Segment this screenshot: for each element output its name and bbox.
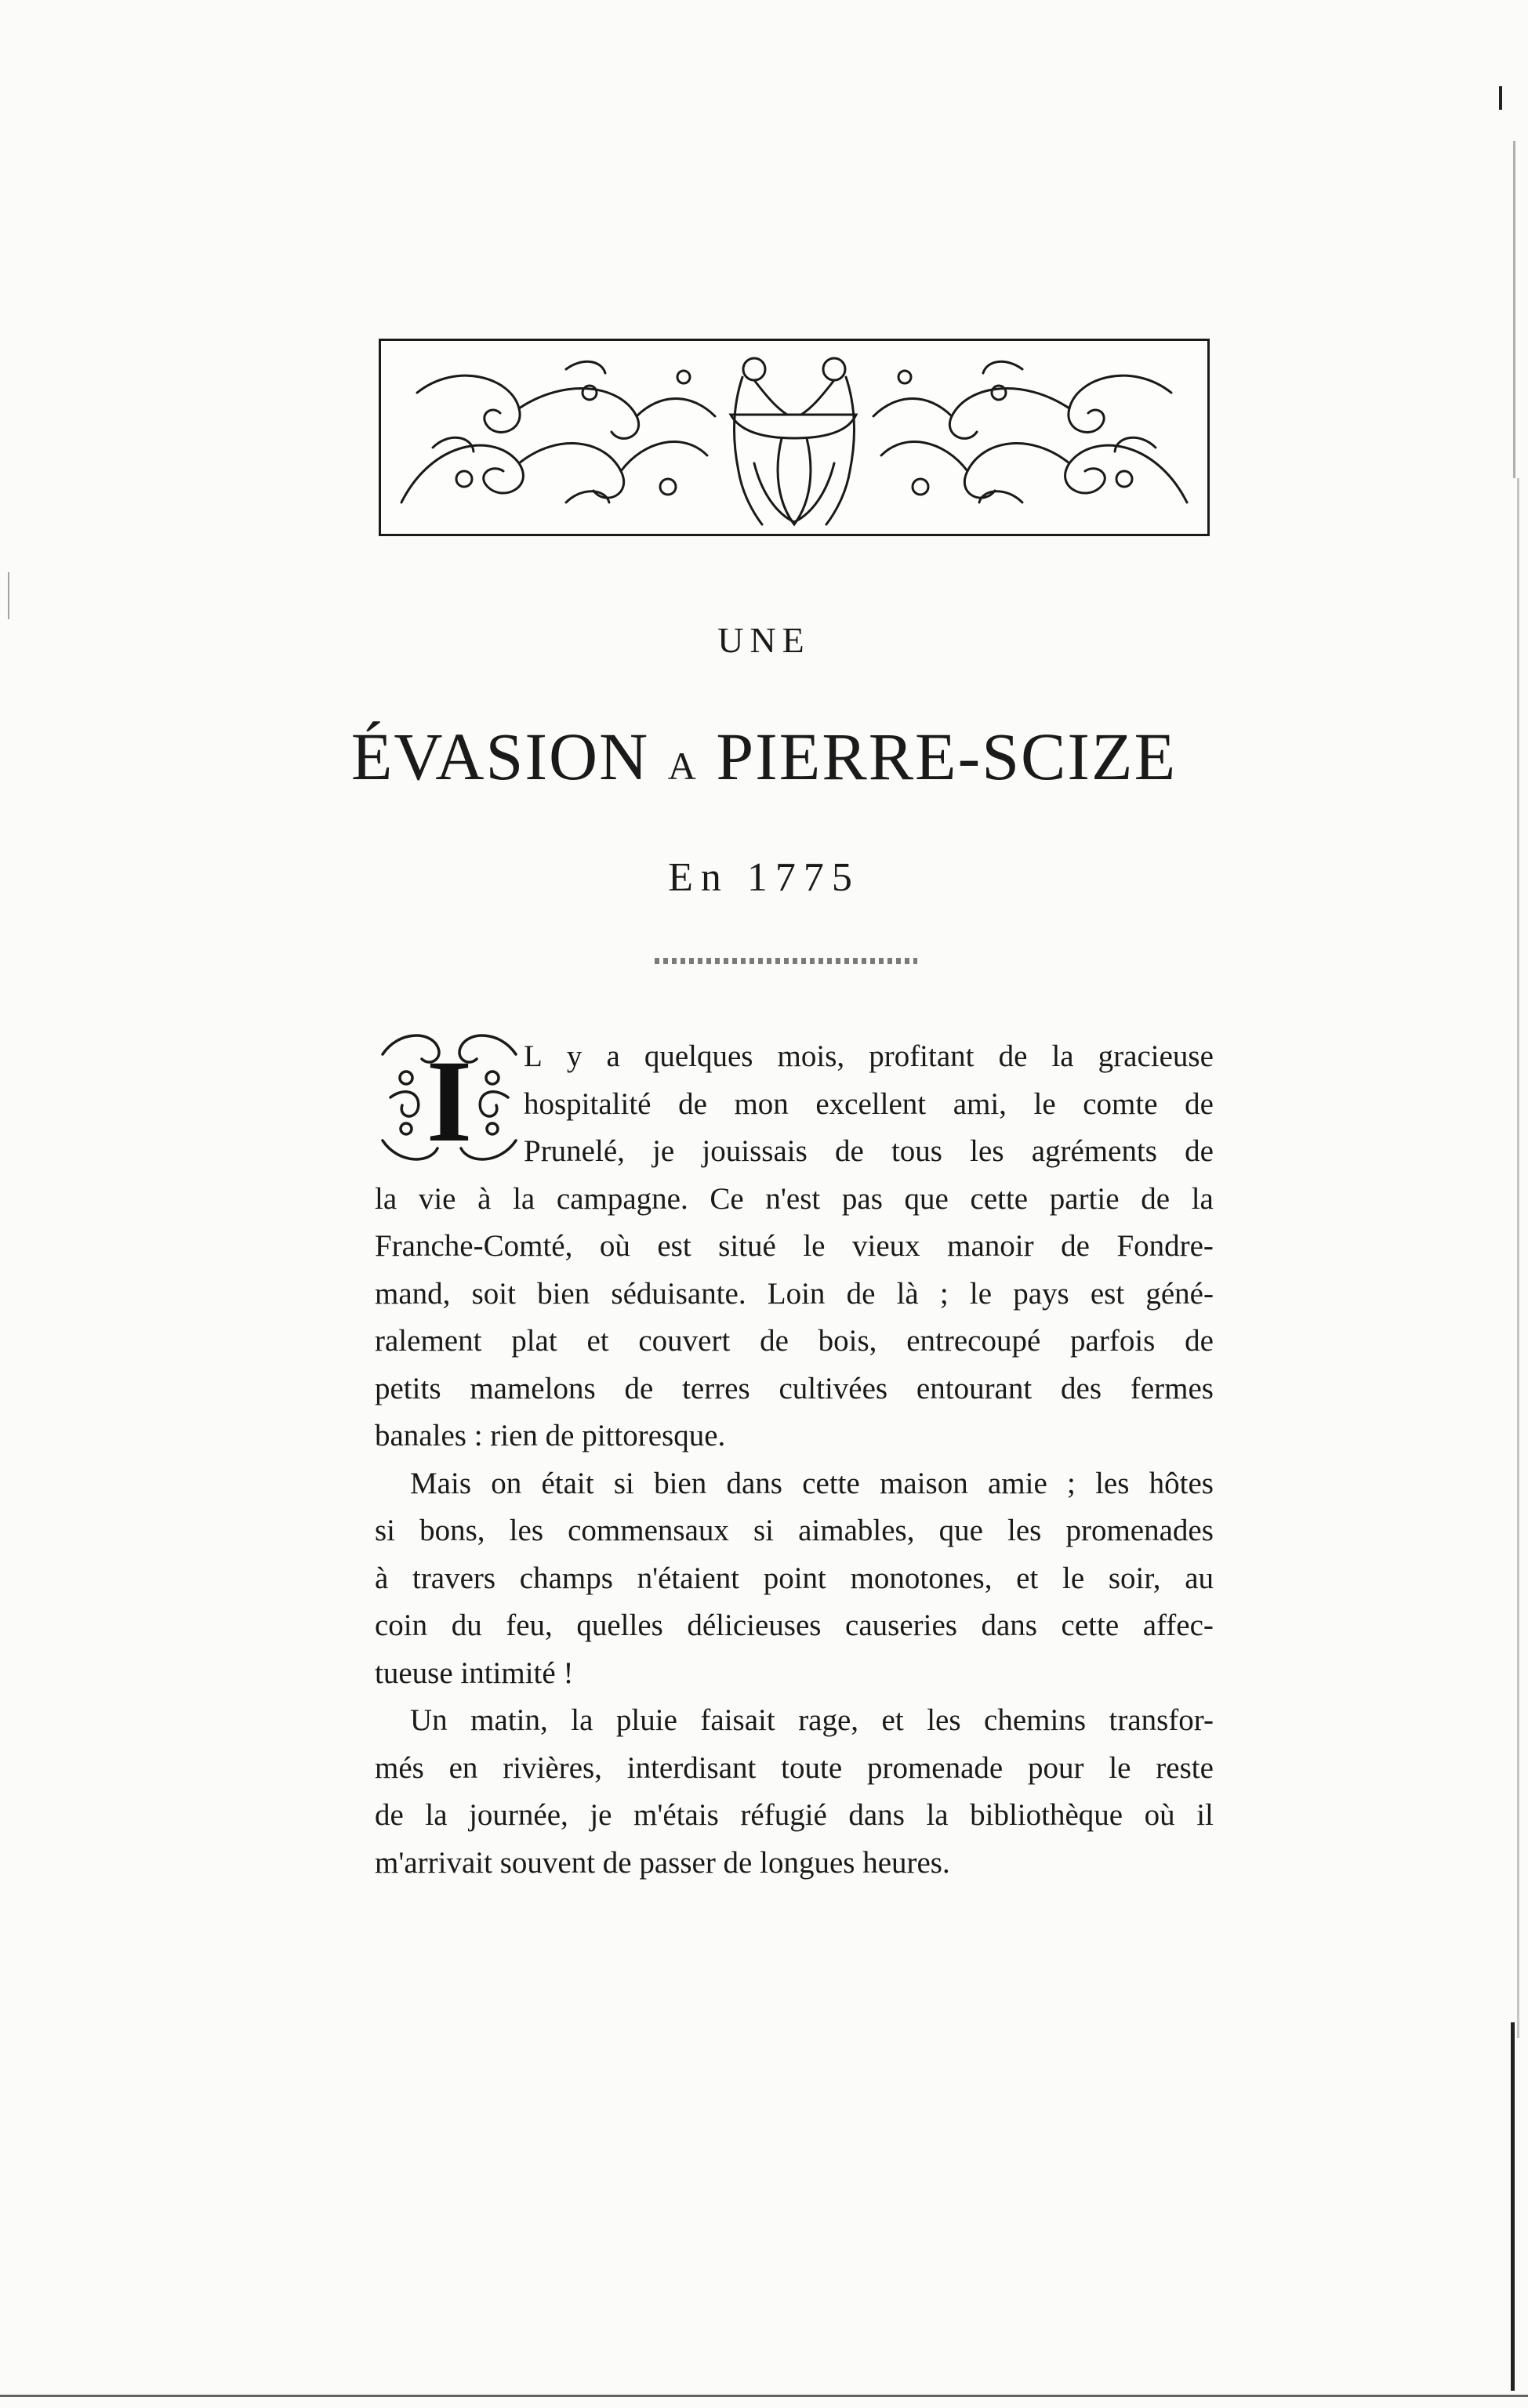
word: pour (1028, 1750, 1084, 1785)
word: en (448, 1750, 478, 1785)
word: journée, (469, 1798, 568, 1832)
word: délicieuses (687, 1608, 822, 1642)
word: Ce (710, 1181, 744, 1216)
word: partie (1049, 1181, 1120, 1216)
title-small-word: A (667, 744, 698, 788)
word: ami, (953, 1086, 1007, 1121)
word: tous (891, 1134, 942, 1168)
scan-edge-mark (1517, 478, 1519, 2038)
word: de (1185, 1086, 1214, 1121)
word: le (1033, 1086, 1056, 1121)
word: vieux (852, 1229, 920, 1263)
text-line: m'arrivait souvent de passer de longues heures. (375, 1845, 950, 1880)
word: si (753, 1514, 775, 1547)
word: la (425, 1798, 448, 1832)
word: Mais (410, 1466, 471, 1500)
word: la (1191, 1181, 1214, 1216)
word: soir, (1108, 1561, 1161, 1595)
word: de (1185, 1134, 1214, 1168)
word: pays (1013, 1276, 1069, 1311)
word: excellent (815, 1086, 927, 1121)
word: maison (880, 1466, 968, 1500)
word: feu, (506, 1608, 553, 1642)
word: de (1061, 1229, 1090, 1263)
text-line (375, 1365, 1214, 1413)
word: où (1144, 1798, 1175, 1832)
word: de (1141, 1181, 1170, 1216)
decorative-rule (655, 958, 917, 964)
text-line (375, 1033, 1214, 1081)
word: les (509, 1514, 543, 1547)
text-line: tueuse intimité ! (375, 1656, 574, 1690)
word: et (586, 1324, 609, 1358)
word: ; (1067, 1466, 1076, 1500)
word: fermes (1130, 1371, 1214, 1405)
word: transfor- (1109, 1703, 1214, 1737)
word: cette (802, 1466, 860, 1500)
word: champs (519, 1561, 613, 1595)
word: la (926, 1798, 949, 1832)
word: monotones, (850, 1561, 993, 1595)
word: Franche-Comté, (375, 1229, 573, 1263)
word: dans (726, 1466, 782, 1500)
word: point (763, 1561, 826, 1595)
word: plat (511, 1324, 557, 1358)
word: hôtes (1149, 1466, 1214, 1500)
text-line (375, 1555, 1214, 1603)
title-part-1: ÉVASION (350, 719, 650, 794)
word: le (803, 1229, 826, 1263)
word: m'étais (633, 1798, 719, 1832)
word: de (846, 1276, 876, 1311)
word: vie (418, 1181, 456, 1216)
word: mamelons (470, 1371, 596, 1405)
scan-edge-mark (8, 572, 9, 619)
word: de (1185, 1324, 1214, 1358)
word: la (513, 1181, 535, 1216)
word: faisait (700, 1703, 775, 1737)
word: dans (981, 1608, 1037, 1642)
word: mois, (777, 1039, 845, 1073)
word: si (613, 1466, 634, 1500)
word: affec- (1142, 1608, 1214, 1642)
text-line (375, 1318, 1214, 1365)
word: campagne. (556, 1181, 688, 1216)
word: était (541, 1466, 594, 1500)
ornamental-headpiece (379, 339, 1210, 536)
word: manoir (947, 1229, 1034, 1263)
word: amie (987, 1466, 1047, 1500)
word: les (1007, 1514, 1042, 1547)
word: on (491, 1466, 522, 1500)
word: je (652, 1134, 675, 1168)
word: si (375, 1514, 396, 1547)
text-line: banales : rien de pittoresque. (375, 1419, 726, 1452)
word: que (938, 1514, 983, 1547)
word: bibliothèque (970, 1798, 1123, 1832)
word: mon (734, 1086, 789, 1121)
word: pas (841, 1181, 883, 1216)
word: bons, (419, 1514, 485, 1547)
text-line (375, 1128, 1214, 1176)
word: cette (970, 1181, 1029, 1216)
word: mand, (375, 1276, 451, 1311)
word: où (599, 1229, 630, 1263)
scan-edge-mark (1499, 86, 1502, 110)
text-line (375, 1460, 1214, 1508)
text-line (375, 1745, 1214, 1793)
word: dans (848, 1798, 905, 1832)
word: petits (375, 1371, 441, 1405)
word: coin (375, 1608, 428, 1642)
word: reste (1156, 1750, 1214, 1785)
text-line (375, 1081, 1214, 1129)
word: de (834, 1134, 864, 1168)
word: réfugié (740, 1798, 827, 1832)
headpiece-scrollwork-illustration (386, 346, 1203, 529)
word: de (678, 1086, 707, 1121)
word: agréments (1031, 1134, 1157, 1168)
word: ; (939, 1276, 949, 1311)
word: les (970, 1134, 1004, 1168)
word: le (1109, 1750, 1131, 1785)
scan-edge-mark (1513, 141, 1515, 478)
word: cultivées (779, 1371, 888, 1405)
word: les (1095, 1466, 1130, 1500)
word: soit (471, 1276, 516, 1311)
word: il (1196, 1798, 1214, 1832)
word: profitant (869, 1039, 975, 1073)
title-prefix: UNE (717, 620, 811, 660)
word: cette (1061, 1608, 1120, 1642)
word: més (375, 1750, 424, 1785)
text-line (375, 1697, 1214, 1745)
body-text (375, 1033, 1214, 1887)
subtitle-year: En 1775 (668, 855, 860, 900)
word: à (477, 1181, 492, 1216)
word: Loin (767, 1276, 826, 1311)
word: du (451, 1608, 482, 1642)
word: a (606, 1039, 620, 1073)
word: travers (412, 1561, 496, 1595)
text-line (375, 1792, 1214, 1840)
text-line (375, 1507, 1214, 1555)
word: des (1061, 1371, 1102, 1405)
word: situé (718, 1229, 776, 1263)
word: n'étaient (637, 1561, 740, 1595)
word: la (1051, 1039, 1074, 1073)
word: la (571, 1703, 593, 1737)
word: toute (781, 1750, 843, 1785)
word: chemins (984, 1703, 1086, 1737)
word: entrecoupé (906, 1324, 1041, 1358)
word: au (1185, 1561, 1214, 1595)
word: y (566, 1039, 583, 1073)
word: géné- (1145, 1276, 1214, 1311)
word: promenades (1065, 1514, 1214, 1547)
page-title (0, 717, 1528, 796)
word: bois, (818, 1324, 877, 1358)
word: séduisante. (611, 1276, 746, 1311)
word: Fondre- (1116, 1229, 1214, 1263)
word: le (1062, 1561, 1085, 1595)
word: interdisant (626, 1750, 757, 1785)
text-line (375, 1176, 1214, 1224)
word: aimables, (798, 1514, 915, 1547)
word: matin, (470, 1703, 548, 1737)
word: le (969, 1276, 993, 1311)
word: la (375, 1181, 397, 1216)
word: de (998, 1039, 1028, 1073)
word: de (624, 1371, 654, 1405)
word: quelles (576, 1608, 663, 1642)
word: Prunelé, (524, 1134, 625, 1168)
word: je (590, 1798, 612, 1832)
word: comte (1083, 1086, 1158, 1121)
text-line (375, 1602, 1214, 1650)
word: couvert (638, 1324, 731, 1358)
word: bien (537, 1276, 590, 1311)
word: jouissais (702, 1134, 808, 1168)
dropcap-letter: I (426, 1036, 473, 1166)
scan-edge-mark (0, 2395, 1528, 2397)
word: est (657, 1229, 691, 1263)
word: gracieuse (1098, 1039, 1214, 1073)
word: hospitalité (524, 1086, 651, 1121)
word: terres (682, 1371, 750, 1405)
word: Un (410, 1703, 448, 1737)
word: bien (654, 1466, 707, 1500)
title-part-2: PIERRE-SCIZE (716, 719, 1178, 794)
word: les (927, 1703, 961, 1737)
word: commensaux (568, 1514, 729, 1547)
text-line (375, 1223, 1214, 1271)
word: de (760, 1324, 789, 1358)
word: rage, (798, 1703, 859, 1737)
word: parfois (1070, 1324, 1156, 1358)
word: que (904, 1181, 949, 1216)
word: L (524, 1039, 543, 1073)
word: là (896, 1276, 919, 1311)
scan-edge-mark (1511, 2022, 1515, 2391)
text-line (375, 1271, 1214, 1318)
word: est (1090, 1276, 1125, 1311)
word: de (375, 1798, 404, 1832)
word: à (375, 1561, 389, 1595)
word: n'est (765, 1181, 821, 1216)
word: rivières, (503, 1750, 602, 1785)
word: ralement (375, 1324, 482, 1358)
word: promenade (866, 1750, 1004, 1785)
word: entourant (916, 1371, 1033, 1405)
word: pluie (615, 1703, 677, 1737)
word: et (881, 1703, 904, 1737)
word: causeries (845, 1608, 957, 1642)
word: quelques (644, 1039, 753, 1073)
word: et (1016, 1561, 1039, 1595)
